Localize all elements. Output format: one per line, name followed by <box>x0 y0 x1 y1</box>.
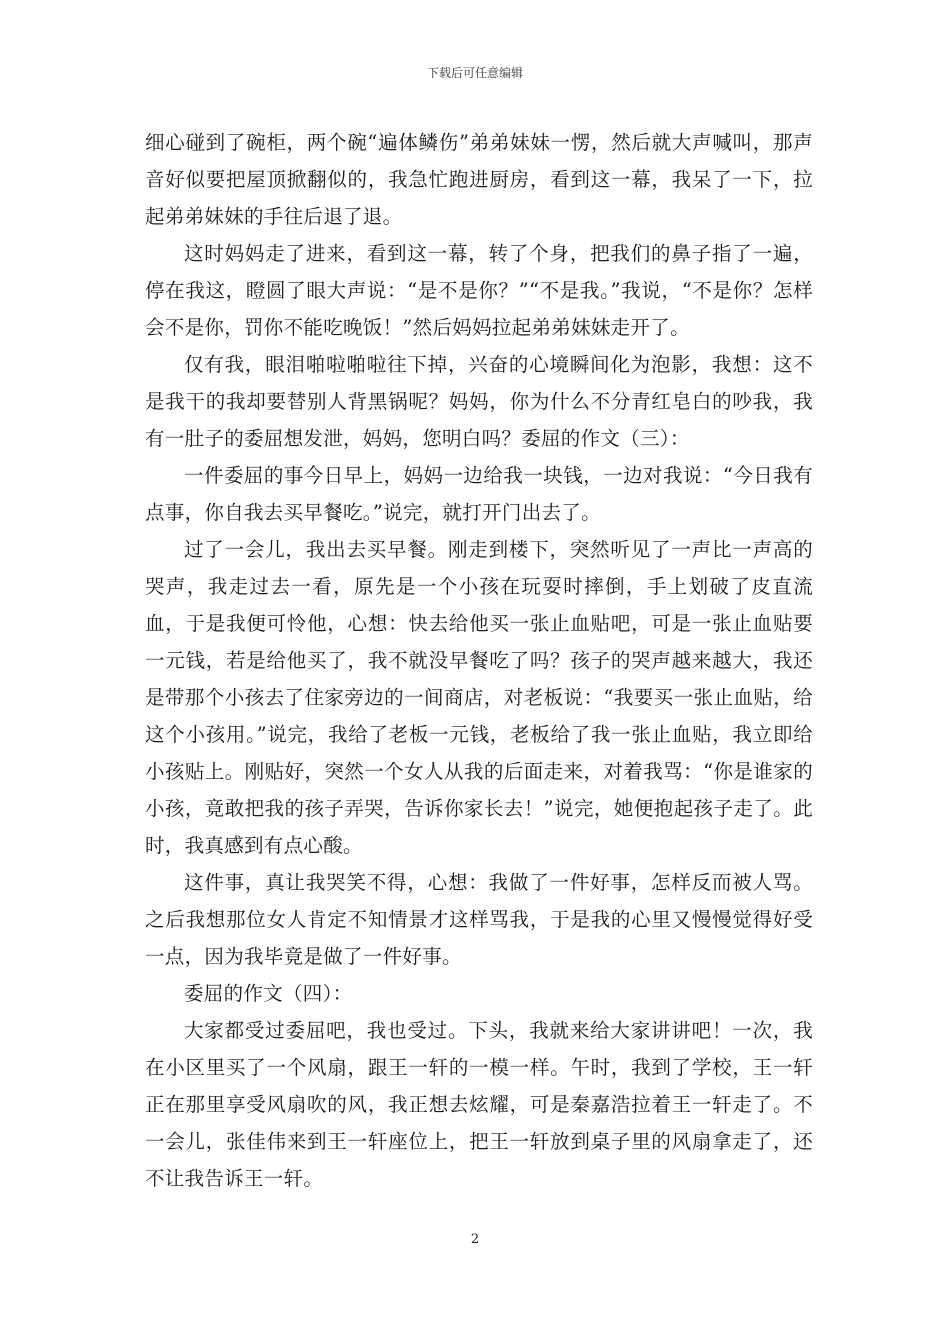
paragraph: 过了一会儿，我出去买早餐。刚走到楼下，突然听见了一声比一声高的哭声，我走过去一看，原先是一个小孩在玩耍时摔倒，手上划破了皮直流血，于是我便可怜他，心想：快去给他买一张止血贴吧，可是一张止血贴要一元钱，若是给他买了，我不就没早餐吃了吗？孩子的哭声越来越大，我还是带那个小孩去了住家旁边的一间商店，对老板说：“我要买一张止血贴，给这个小孩用。”说完，我给了老板一元钱，老板给了我一张止血贴，我立即给小孩贴上。刚贴好，突然一个女人从我的后面走来，对着我骂：“你是谁家的小孩，竟敢把我的孩子弄哭，告诉你家长去！”说完，她便抱起孩子走了。此时，我真感到有点心酸。 <box>145 538 813 857</box>
paragraph: 细心碰到了碗柜，两个碗“遍体鳞伤”弟弟妹妹一愣，然后就大声喊叫，那声音好似要把屋顶掀翻似的，我急忙跑进厨房，看到这一幕，我呆了一下，拉起弟弟妹妹的手往后退了退。 <box>145 131 813 228</box>
paragraph: 大家都受过委屈吧，我也受过。下头，我就来给大家讲讲吧！一次，我在小区里买了一个风扇，跟王一轩的一模一样。午时，我到了学校，王一轩正在那里享受风扇吹的风，我正想去炫耀，可是秦嘉浩拉着王一轩走了。不一会儿，张佳伟来到王一轩座位上，把王一轩放到桌子里的风扇拿走了，还不让我告诉王一轩。 <box>145 1019 813 1190</box>
paragraph: 一件委屈的事今日早上，妈妈一边给我一块钱，一边对我说：“今日我有点事，你自我去买早餐吃。”说完，就打开门出去了。 <box>145 464 813 524</box>
document-body <box>145 124 813 1197</box>
paragraph: 这件事，真让我哭笑不得，心想：我做了一件好事，怎样反而被人骂。之后我想那位女人肯定不知情景才这样骂我，于是我的心里又慢慢觉得好受一点，因为我毕竟是做了一件好事。 <box>145 871 813 968</box>
section-heading: 委屈的作文（四）： <box>184 982 353 1005</box>
page-header: 下载后可任意编辑 <box>426 66 523 80</box>
paragraph: 这时妈妈走了进来，看到这一幕，转了个身，把我们的鼻子指了一遍，停在我这，瞪圆了眼大声说：“是不是你？”“不是我。”我说，“不是你？怎样会不是你，罚你不能吃晚饭！”然后妈妈拉起弟弟妹妹走开了。 <box>145 242 813 339</box>
paragraph: 仅有我，眼泪啪啦啪啦往下掉，兴奋的心境瞬间化为泡影，我想：这不是我干的我却要替别人背黑锅呢？妈妈，你为什么不分青红皂白的吵我，我有一肚子的委屈想发泄，妈妈，您明白吗？委屈的作文（三）： <box>145 353 813 450</box>
page-number: 2 <box>470 1232 480 1247</box>
